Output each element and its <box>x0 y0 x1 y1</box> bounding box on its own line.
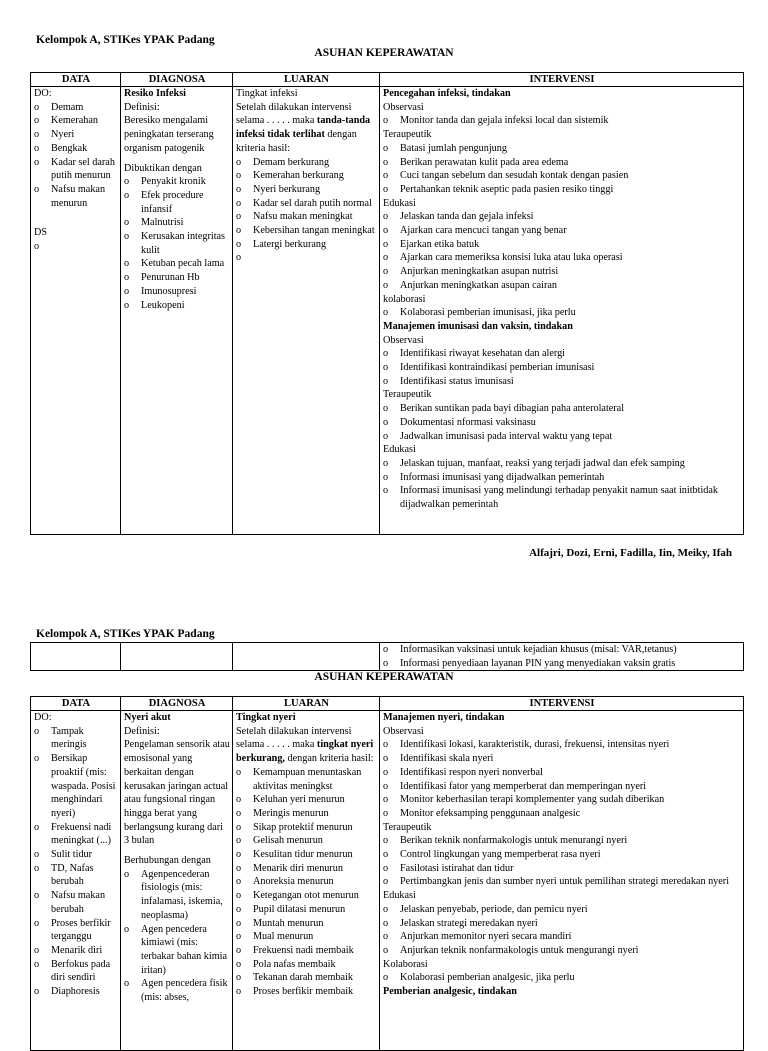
empty-cell <box>31 643 121 671</box>
list-item: o Agen pencedera kimiawi (mis: terbakar bahan kimia iritan) <box>124 923 230 978</box>
list-item: o Kadar sel darah putih normal <box>236 197 377 211</box>
kolaborasi-list <box>383 306 741 320</box>
list-item: o Control lingkungan yang memperberat rasa nyeri <box>383 848 741 862</box>
column-header-diagnosa: DIAGNOSA <box>121 73 233 87</box>
luaran-intro-text-end: dengan kriteria hasil: <box>236 129 357 154</box>
table-header-row <box>31 697 744 711</box>
continued-list <box>383 643 741 670</box>
document-page-2 <box>0 600 768 1024</box>
luaran-cell <box>233 87 380 535</box>
column-header-intervensi: INTERVENSI <box>380 73 744 87</box>
list-item: o Efek procedure infansif <box>124 189 230 216</box>
list-item: o Agenpencederan fisiologis (mis: infalamasi, iskemia, neoplasma) <box>124 868 230 923</box>
edukasi-label-2: Edukasi <box>383 444 416 456</box>
list-item: o Identifikasi status imunisasi <box>383 375 741 389</box>
berhubungan-list <box>124 868 230 1005</box>
list-item: o Jelaskan strategi meredakan nyeri <box>383 917 741 931</box>
column-header-data: DATA <box>31 73 121 87</box>
ds-label: DS <box>34 227 48 239</box>
kelompok-heading: Kelompok A, STIKes YPAK Padang <box>36 34 215 46</box>
list-item: o Proses berfikir terganggu <box>34 917 118 944</box>
list-item: o Kemerahan berkurang <box>236 169 377 183</box>
list-item: o Berfokus pada diri sendiri <box>34 958 118 985</box>
do-list <box>34 101 118 211</box>
list-item: o Proses berfikir membaik <box>236 985 377 999</box>
teraupeutik-list <box>383 142 741 197</box>
list-item: o Kesulitan tidur menurun <box>236 848 377 862</box>
list-item: o Latergi berkurang <box>236 238 377 252</box>
column-header-luaran: LUARAN <box>233 73 380 87</box>
kriteria-list <box>236 156 377 252</box>
observasi-list <box>383 114 741 128</box>
dibuktikan-label: Dibuktikan dengan <box>124 162 202 174</box>
kriteria-list <box>236 766 377 999</box>
kolaborasi-list <box>383 971 741 985</box>
list-item: o Batasi jumlah pengunjung <box>383 142 741 156</box>
list-item: o Mual menurun <box>236 930 377 944</box>
column-header-intervensi: INTERVENSI <box>380 697 744 711</box>
table-row <box>31 643 744 671</box>
authors-line: Alfajri, Dozi, Erni, Fadilla, Iin, Meiky, Ifah <box>529 547 732 559</box>
list-item: o Monitor keberhasilan terapi komplementer yang sudah diberikan <box>383 793 741 807</box>
observasi-list-2 <box>383 347 741 388</box>
teraupeutik-list <box>383 834 741 889</box>
definisi-text: Pengelaman sensorik atau emosisonal yang berkaitan dengan kerusakan jaringan actual atau fungsional ringan hingga berat yang berlangsung kurang dari 3 bulan <box>124 739 230 847</box>
kelompok-heading-2: Kelompok A, STIKes YPAK Padang <box>36 628 215 640</box>
intervensi-cell <box>380 87 744 535</box>
data-cell <box>31 711 121 1051</box>
list-item: o Tekanan darah membaik <box>236 971 377 985</box>
list-item: o Ketuban pecah lama <box>124 257 230 271</box>
document-title: ASUHAN KEPERAWATAN <box>314 47 454 59</box>
observasi-label: Observasi <box>383 725 424 737</box>
list-item: o Ajarkan cara mencuci tangan yang benar <box>383 224 741 238</box>
list-item: o Keluhan yeri menurun <box>236 793 377 807</box>
list-item: o Demam berkurang <box>236 156 377 170</box>
list-item: o Identifikasi fator yang memperberat dan memperingan nyeri <box>383 780 741 794</box>
list-item: o Menarik diri <box>34 944 118 958</box>
edukasi-label: Edukasi <box>383 197 416 209</box>
column-header-diagnosa: DIAGNOSA <box>121 697 233 711</box>
empty-cell <box>233 643 380 671</box>
list-item: o Berikan perawatan kulit pada area edema <box>383 156 741 170</box>
list-item: o Kebersihan tangan meningkat <box>236 224 377 238</box>
list-item: o Berikan teknik nonfarmakologis untuk menurangi nyeri <box>383 834 741 848</box>
list-item: o Anjurkan meningkatkan asupan cairan <box>383 279 741 293</box>
list-item: o Menarik diri menurun <box>236 862 377 876</box>
luaran-intro <box>236 101 377 156</box>
diagnosa-title: Nyeri akut <box>124 712 171 723</box>
luaran-intro-text: Setelah dilakukan intervensi selama . . . . . maka <box>236 725 352 751</box>
list-item: o Identifikasi respon nyeri nonverbal <box>383 766 741 780</box>
edukasi-label: Edukasi <box>383 890 416 902</box>
list-item: o Berikan suntikan pada bayi dibagian paha anterolateral <box>383 402 741 416</box>
column-header-data: DATA <box>31 697 121 711</box>
list-item: o Agen pencedera fisik (mis: abses, <box>124 977 230 1004</box>
list-item: o Cuci tangan sebelum dan sesudah kontak dengan pasien <box>383 169 741 183</box>
teraupeutik-list-2 <box>383 402 741 443</box>
intervensi-continued-cell <box>380 643 744 671</box>
list-item: o Anoreksia menurun <box>236 875 377 889</box>
list-item: o Nafsu makan menurun <box>34 183 118 210</box>
list-item: o Frekuensi nadi meningkat (...) <box>34 821 118 848</box>
diagnosa-cell <box>121 711 233 1051</box>
list-item: o Informasi penyediaan layanan PIN yang menyediakan vaksin gratis <box>383 657 741 671</box>
list-item: o Diaphoresis <box>34 985 118 999</box>
list-item: o Tampak meringis <box>34 725 118 752</box>
do-list <box>34 725 118 999</box>
list-item: o Meringis menurun <box>236 807 377 821</box>
list-item: o Frekuensi nadi membaik <box>236 944 377 958</box>
list-item: o Ejarkan etika batuk <box>383 238 741 252</box>
table-row <box>31 87 744 535</box>
intervensi-title-2: Pemberian analgesic, tindakan <box>383 986 517 998</box>
edukasi-list <box>383 210 741 292</box>
edukasi-list-2 <box>383 457 741 512</box>
teraupeutik-label-2: Teraupeutik <box>383 389 432 401</box>
list-item: o Jadwalkan imunisasi pada interval waktu yang tepat <box>383 430 741 444</box>
list-item: o Dokumentasi nformasi vaksinasu <box>383 416 741 430</box>
list-item: o Kadar sel darah putih menurun <box>34 156 118 183</box>
observasi-list <box>383 738 741 820</box>
list-item: o Informasi imunisasi yang melindungi terhadap penyakit namun saat initbtidak dijadwalkan pemerintah <box>383 484 741 511</box>
list-item: o Pupil dilatasi menurun <box>236 903 377 917</box>
observasi-label: Observasi <box>383 101 424 113</box>
kolaborasi-label: kolaborasi <box>383 293 426 305</box>
diagnosa-title: Resiko Infeksi <box>124 88 186 99</box>
definisi-label: Definisi: <box>124 101 160 113</box>
list-item: o Demam <box>34 101 118 115</box>
list-item: o Identifikasi kontraindikasi pemberian imunisasi <box>383 361 741 375</box>
list-item: o Informasikan vaksinasi untuk kejadian khusus (misal: VAR,tetanus) <box>383 643 741 657</box>
list-item: o Monitor efeksamping penggunaan analgesic <box>383 807 741 821</box>
teraupeutik-label: Teraupeutik <box>383 821 432 833</box>
list-item: o Identifikasi skala nyeri <box>383 752 741 766</box>
table-header-row <box>31 73 744 87</box>
kolaborasi-label: Kolaborasi <box>383 958 428 970</box>
list-item: o Sikap protektif menurun <box>236 821 377 835</box>
list-item: o Bersikap proaktif (mis: waspada. Posisi menghindari nyeri) <box>34 752 118 821</box>
luaran-intro <box>236 725 377 766</box>
list-item: o Jelaskan tanda dan gejala infeksi <box>383 210 741 224</box>
intervensi-title-1: Manajemen nyeri, tindakan <box>383 712 505 723</box>
do-label: DO: <box>34 88 52 99</box>
list-item: o Imunosupresi <box>124 285 230 299</box>
luaran-title: Tingkat nyeri <box>236 712 296 723</box>
list-item: o Informasi imunisasi yang dijadwalkan pemerintah <box>383 471 741 485</box>
list-item: o Nyeri <box>34 128 118 142</box>
list-item: o Anjurkan meningkatkan asupan nutrisi <box>383 265 741 279</box>
continuation-table <box>30 642 744 671</box>
list-item: o Identifikasi riwayat kesehatan dan alergi <box>383 347 741 361</box>
list-item: o Anjurkan memonitor nyeri secara mandiri <box>383 930 741 944</box>
list-item: o Ketegangan otot menurun <box>236 889 377 903</box>
table-row <box>31 711 744 1051</box>
list-item: o Pola nafas membaik <box>236 958 377 972</box>
list-item: o Kolaborasi pemberian analgesic, jika perlu <box>383 971 741 985</box>
do-label: DO: <box>34 712 52 723</box>
list-item: o Nafsu makan berubah <box>34 889 118 916</box>
list-item: o Nafsu makan meningkat <box>236 210 377 224</box>
list-item: o Bengkak <box>34 142 118 156</box>
empty-cell <box>121 643 233 671</box>
luaran-title: Tingkat infeksi <box>236 88 298 99</box>
luaran-intro-text-end: dengan kriteria hasil: <box>284 753 374 765</box>
list-item: o Leukopeni <box>124 299 230 313</box>
list-item: o Monitor tanda dan gejala infeksi local dan sistemik <box>383 114 741 128</box>
care-plan-table-2 <box>30 696 744 1051</box>
list-item: o Jelaskan tujuan, manfaat, reaksi yang terjadi jadwal dan efek samping <box>383 457 741 471</box>
definisi-text: Beresiko mengalami peningkatan terserang organism patogenik <box>124 115 214 154</box>
list-item: o Anjurkan teknik nonfarmakologis untuk mengurangi nyeri <box>383 944 741 958</box>
berhubungan-label: Berhubungan dengan <box>124 855 211 867</box>
diagnosa-cell <box>121 87 233 535</box>
dibuktikan-list <box>124 175 230 312</box>
luaran-cell <box>233 711 380 1051</box>
teraupeutik-label: Teraupeutik <box>383 129 432 141</box>
column-header-luaran: LUARAN <box>233 697 380 711</box>
list-item: o Ajarkan cara memeriksa konsisi luka atau luka operasi <box>383 251 741 265</box>
list-item: o Penyakit kronik <box>124 175 230 189</box>
list-item: o TD, Nafas berubah <box>34 862 118 889</box>
list-item: o Fasilotasi istirahat dan tidur <box>383 862 741 876</box>
luaran-intro-text: Setelah dilakukan intervensi selama . . . . . maka <box>236 101 352 127</box>
luaran-intro-bold: tingkat nyeri berkurang, <box>236 739 374 765</box>
list-item: o Nyeri berkurang <box>236 183 377 197</box>
list-item: o Gelisah menurun <box>236 834 377 848</box>
observasi-label-2: Observasi <box>383 334 424 346</box>
list-item: o Kemampuan menuntaskan aktivitas meningkst <box>236 766 377 793</box>
care-plan-table-1 <box>30 72 744 535</box>
list-item: o Kolaborasi pemberian imunisasi, jika perlu <box>383 306 741 320</box>
list-item: o Pertahankan teknik aseptic pada pasien resiko tinggi <box>383 183 741 197</box>
list-item: o Sulit tidur <box>34 848 118 862</box>
list-item: o Jelaskan penyebab, periode, dan pemicu nyeri <box>383 903 741 917</box>
list-item: o Muntah menurun <box>236 917 377 931</box>
intervensi-cell <box>380 711 744 1051</box>
definisi-label: Definisi: <box>124 725 160 737</box>
list-item: o Malnutrisi <box>124 216 230 230</box>
list-item: o Identifikasi lokasi, karakteristik, durasi, frekuensi, intensitas nyeri <box>383 738 741 752</box>
list-item: o Kemerahan <box>34 114 118 128</box>
list-item: o Pertimbangkan jenis dan sumber nyeri untuk pemilihan strategi meredakan nyeri <box>383 875 741 889</box>
list-item: o Penurunan Hb <box>124 271 230 285</box>
list-item: o Kerusakan integritas kulit <box>124 230 230 257</box>
intervensi-title-1: Pencegahan infeksi, tindakan <box>383 88 511 99</box>
data-cell <box>31 87 121 535</box>
luaran-intro-bold: tanda-tanda infeksi tidak terlihat <box>236 115 371 141</box>
edukasi-list <box>383 903 741 958</box>
intervensi-title-2: Manajemen imunisasi dan vaksin, tindakan <box>383 320 573 332</box>
document-title-2: ASUHAN KEPERAWATAN <box>314 671 454 683</box>
